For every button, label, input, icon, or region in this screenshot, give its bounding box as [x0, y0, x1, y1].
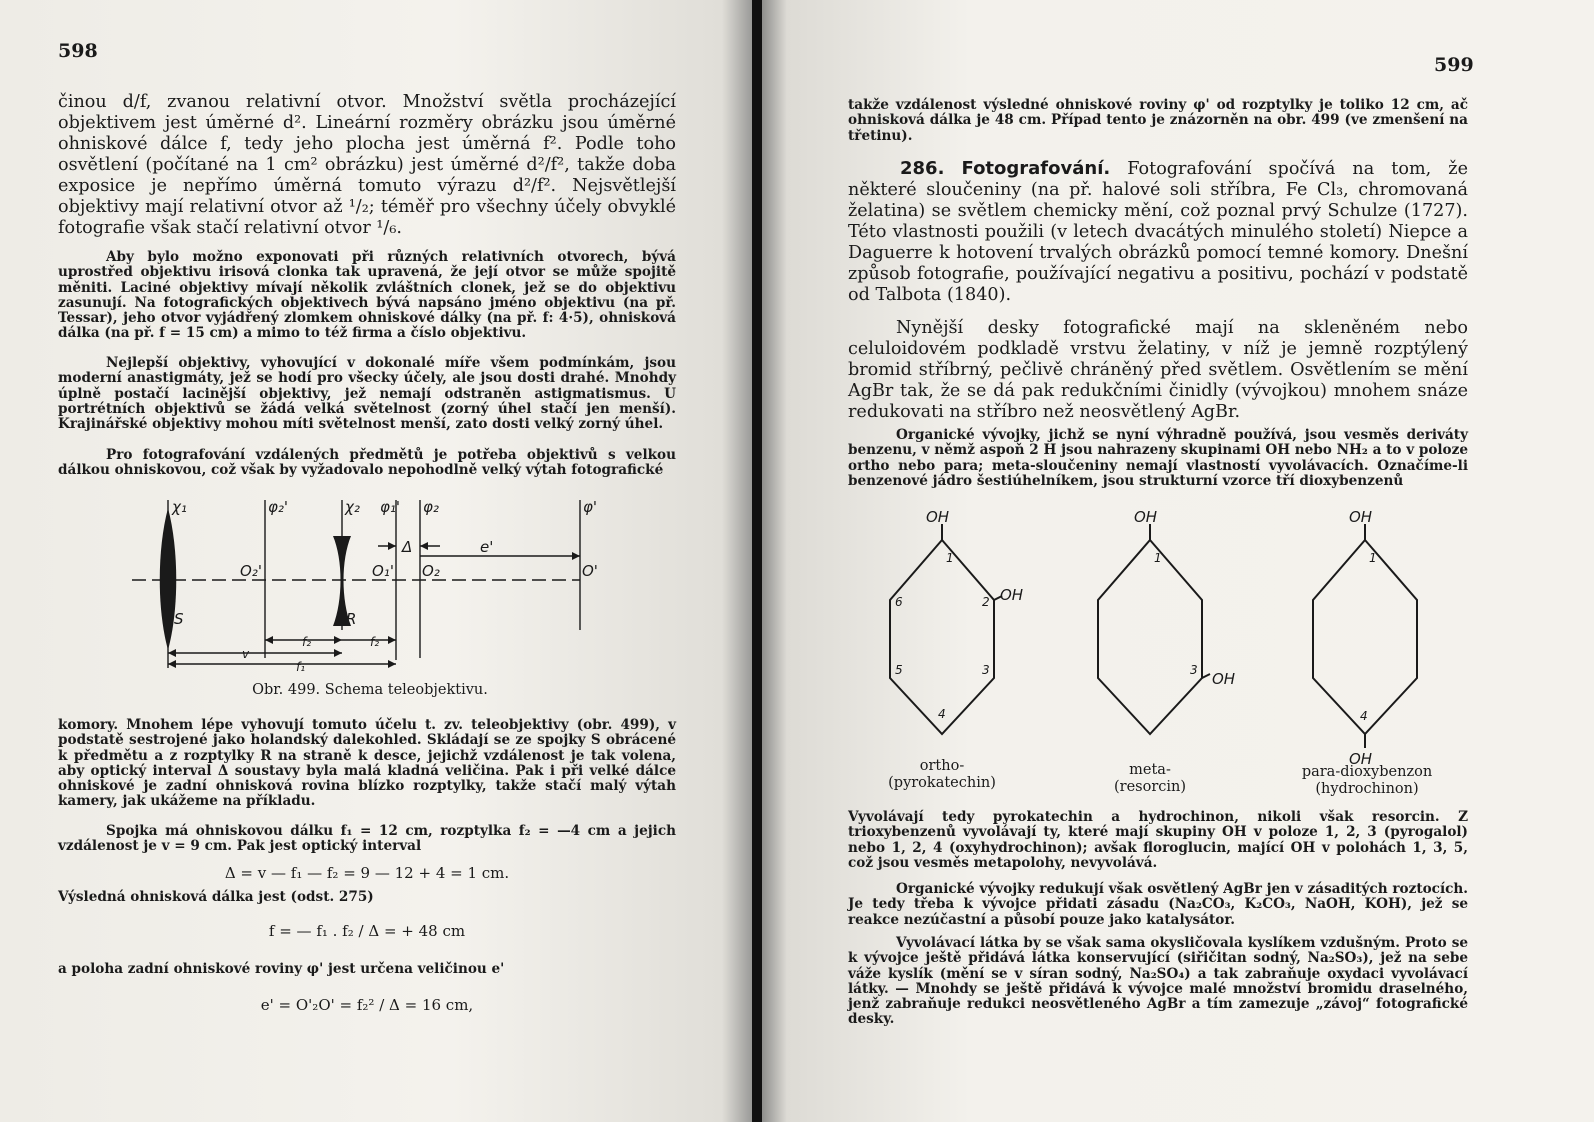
figure-caption: Obr. 499. Schema teleobjektivu. [252, 682, 488, 698]
equation-focal-length: f = — f₁ . f₂ / Δ = + 48 cm [268, 922, 466, 940]
label-chi2: χ₂ [345, 498, 360, 516]
hexagon-meta [1098, 540, 1202, 734]
ortho-num-2: 2 [982, 595, 990, 609]
paragraph-organic-developers: Organické vývojky, jichž se nyní výhradně používá, jsou vesměs deriváty benzenu, v němž aspoň 2 H jsou nahrazeny skupinami OH nebo NH₂ a to v poloze ortho nebo para; meta-sloučeniny nemají vlastností vyvolávacích. Označíme-li benzenové jádro šestiúhelníkem, jsou strukturní vzorce tří dioxybenzenů [848, 427, 1468, 489]
caption-meta-trivial: (resorcin) [1113, 779, 1187, 795]
meta-oh-side: OH [1212, 670, 1236, 688]
ortho-oh-top: OH [926, 508, 950, 526]
section-title: Fotografování. [961, 158, 1111, 179]
label-O-prime: O' [582, 562, 598, 580]
section-number: 286. [900, 158, 945, 179]
meta-num-1: 1 [1154, 551, 1162, 565]
equation-e-prime: e' = O'₂O' = f₂² / Δ = 16 cm, [260, 996, 474, 1014]
caption-para-name: para-dioxybenzon [1301, 764, 1433, 780]
label-f2-b: f₂ [370, 635, 380, 649]
paragraph-plates: Nynější desky fotografické mají na skleněném nebo celuloidovém podkladě vrstvu želatiny, v níž je jemně rozptýlený bromid stříbrný, pečlivě chráněný před světlem. Osvětlením se mění AgBr tak, že se dá pak redukčními činidly (vývojkou) mnohem snáze redukovati na stříbro než neosvětlený AgBr. [848, 318, 1468, 422]
paragraph-best-objectives: Nejlepší objektivy, vyhovující v dokonalé míře všem podmínkám, jsou moderní anastigmáty, jež se hodí pro všecky účely, ale jsou dosti drahé. Mnohdy úplně postačí lacinější objektivy, jež nemají odstraněn astigmatismus. U portrétních objektivů se žádá velká světelnost (zorný úhel stačí jen menší). Krajinářské objektivy mohou míti světelnost menší, zato dosti velký zorný úhel. [58, 355, 676, 433]
label-phi1-prime: φ₁' [380, 498, 401, 516]
label-S: S [174, 610, 184, 628]
label-delta: Δ [402, 538, 413, 556]
ortho-num-1: 1 [946, 551, 954, 565]
para-num-1: 1 [1369, 551, 1377, 565]
paragraph-pyrokatechin: Vyvolávají tedy pyrokatechin a hydrochinon, nikoli však resorcin. Z trioxybenzenů vyvolávají ty, které mají skupiny OH v poloze 1, 2, 3 (pyrogalol) nebo 1, 2, 4 (oxyhydrochinon); avšak floroglucin, mající OH v polohách 1, 3, 5, což jsou vesměs metapolohy, nevyvolává. [848, 809, 1468, 871]
paragraph-iris-diaphragm: Aby bylo možno exponovati při různých relativních otvorech, bývá uprostřed objektivu irisová clonka tak upravená, že její otvor se může spojitě měniti. Laciné objektivy mívají několik zvláštních clonek, jež se do objektivu zasunují. Na fotografických objektivech bývá napsáno jméno objektivu (na př. Tessar), jeho otvor vyjádřený zlomkem ohniskové dálky (na př. f: 4·5), ohnisková dálka (na př. f = 15 cm) a mimo to též firma a číslo objektivu. [58, 249, 676, 342]
ortho-num-5: 5 [895, 663, 903, 677]
label-O1-prime: O₁' [372, 562, 394, 580]
paragraph-alkaline: Organické vývojky redukují však osvětlený AgBr jen v zásaditých roztocích. Je tedy třeba k vývojce přidati zásadu (Na₂CO₃, K₂CO₃, NaOH, KOH), jež se reakce nezúčastní a působí pouze jako katalysátor. [848, 881, 1468, 928]
paragraph-resulting-focal: Výsledná ohnisková dálka jest (odst. 275) [58, 889, 374, 905]
paragraph-focal-plane: a poloha zadní ohniskové roviny φ' jest určena veličinou e' [58, 961, 505, 977]
right-page [762, 0, 1594, 1122]
paragraph-vzdalenost: takže vzdálenost výsledné ohniskové roviny φ' od rozptylky je toliko 12 cm, ač ohnisková dálka je 48 cm. Případ tento je znázorněn na obr. 499 (ve zmenšení na třetinu). [848, 97, 1468, 144]
label-f1: f₁ [296, 660, 306, 674]
ortho-num-4: 4 [938, 707, 946, 721]
dioxybenzene-structures [862, 508, 1482, 768]
ortho-num-3: 3 [982, 663, 990, 677]
meta-oh-top: OH [1134, 508, 1158, 526]
section-fotografovani [848, 158, 1468, 306]
section-intro-text: Fotografování spočívá na tom, že některé sloučeniny (na př. halové soli stříbra, Fe Cl₃, chromovaná želatina) se světlem chemicky mění, což poznal prvý Schulze (1727). Této vlastnosti použili (v letech dvacátých minulého století) Niepce a Daguerre k hotovení trvalých obrázků pomocí temné komory. Dnešní způsob fotografie, používající negativu a positivu, pochází v podstatě od Talbota (1840). [848, 159, 1468, 305]
paragraph-relative-aperture: činou d/f, zvanou relativní otvor. Množství světla procházející objektivem jest úměrné d². Lineární rozměry obrázku jsou úměrné ohniskové dálce f, tedy jeho plocha jest úměrná f². Podle toho osvětlení (počítané na 1 cm² obrázku) jest úměrné d²/f², takže doba exposice je nepřímo úměrná tomuto výrazu d²/f². Nejsvětlejší objektivy mají relativní otvor až ¹/₂; téměř pro všechny účely obvyklé fotografie však stačí relativní otvor ¹/₆. [58, 92, 676, 238]
paragraph-photography-intro [848, 158, 1468, 306]
label-phi-prime: φ' [583, 498, 598, 516]
caption-para-trivial: (hydrochinon) [1315, 781, 1419, 797]
caption-ortho [862, 758, 1022, 792]
teleobjective-diagram [130, 490, 610, 680]
hexagon-ortho [890, 540, 994, 734]
label-O2: O₂ [422, 562, 440, 580]
ortho-num-6: 6 [895, 595, 903, 609]
label-e-prime: e' [480, 538, 494, 556]
para-oh-bottom: OH [1349, 750, 1373, 768]
para-oh-top: OH [1349, 508, 1373, 526]
caption-meta [1080, 762, 1220, 796]
label-O2-prime: O₂' [240, 562, 262, 580]
para-num-4: 4 [1360, 709, 1368, 723]
book-spine [752, 0, 762, 1122]
hexagon-para [1313, 540, 1417, 734]
caption-meta-name: meta- [1129, 762, 1171, 778]
paragraph-example: Spojka má ohniskovou dálku f₁ = 12 cm, rozptylka f₂ = —4 cm a jejich vzdálenost je v = 9 cm. Pak jest optický interval [58, 823, 676, 855]
caption-ortho-trivial: (pyrokatechin) [888, 775, 996, 791]
equation-delta: Δ = v — f₁ — f₂ = 9 — 12 + 4 = 1 cm. [224, 864, 510, 882]
left-page [0, 0, 752, 1122]
paragraph-preservative: Vyvolávací látka by se však sama okysličovala kyslíkem vzdušným. Proto se k vývojce ještě přidává látka konservující (siřičitan sodný, Na₂SO₃), jež na sebe váže kyslík (mění se v síran sodný, Na₂SO₄) a tak zabraňuje oxydaci vyvolávací látky. — Mnohdy se ještě přidává k vývojce malé množství bromidu draselného, jenž zabraňuje redukci neosvětleného AgBr a tím zamezuje „závoj“ fotografické desky. [848, 935, 1468, 1028]
paragraph-distant-objects: Pro fotografování vzdálených předmětů je potřeba objektivů s velkou dálkou ohniskovou, což však by vyžadovalo nepohodlně velký výtah fotografické [58, 447, 676, 479]
page-number-left: 598 [58, 40, 98, 62]
paragraph-teleobjectives: komory. Mnohem lépe vyhovují tomuto účelu t. zv. teleobjektivy (obr. 499), v podstatě sestrojené jako holandský dalekohled. Skládají se ze spojky S obrácené k předmětu a z rozptylky R na straně k desce, jejichž vzdálenost je tak volena, aby optický interval Δ soustavy byla malá kladná veličina. Pak i při velké dálce ohniskové je zadní ohnisková rovina blízko rozptylky, takže stačí malý výtah kamery, jak ukážeme na příkladu. [58, 717, 676, 810]
meta-num-3: 3 [1190, 663, 1198, 677]
label-v: v [242, 647, 250, 661]
caption-ortho-name: ortho- [919, 758, 965, 774]
label-R: R [346, 610, 357, 628]
label-chi1: χ₁ [172, 498, 187, 516]
label-f2-a: f₂ [302, 635, 312, 649]
label-phi2-prime: φ₂' [268, 498, 289, 516]
page-number-right: 599 [1434, 54, 1474, 76]
caption-para [1277, 764, 1457, 798]
ortho-oh-side: OH [1000, 586, 1024, 604]
label-phi2: φ₂ [423, 498, 439, 516]
